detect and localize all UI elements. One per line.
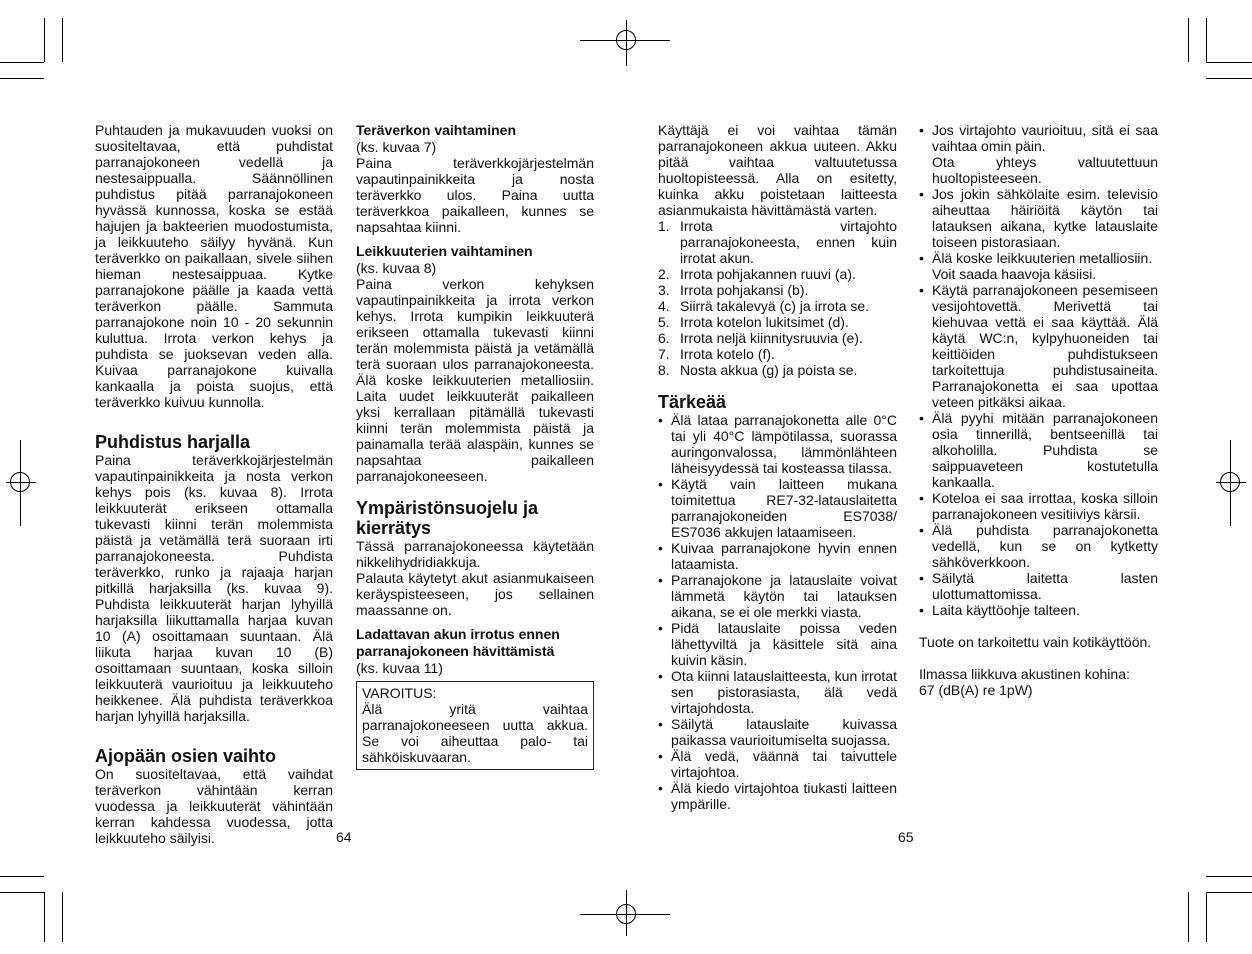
list-item: 5. Irrota kotelon lukitsimet (d). xyxy=(658,314,849,330)
list-item: • Älä koske leikkuuterien metalliosiin. Voit saada haavoja käsiisi. xyxy=(919,250,1158,282)
list-item: • Älä kiedo virtajohtoa tiukasti laitteen ympärille. xyxy=(658,780,897,812)
list-item: • Säilytä laitetta lasten ulottumattomissa. xyxy=(919,570,1158,602)
foil-replacement-heading: Teräverkon vaihtaminen xyxy=(356,122,517,138)
column-3 xyxy=(658,122,897,812)
warning-text: Älä yritä vaihtaa parranajokoneeseen uutta akkua. Se voi aiheuttaa palo- tai sähköiskuvaaran. xyxy=(362,701,588,765)
column-4 xyxy=(919,122,1158,698)
blades-figure-ref: (ks. kuvaa 8) xyxy=(356,260,437,276)
list-item: • Jos virtajohto vaurioituu, sitä ei saa vaihtaa omin päin. Ota yhteys valtuutettuun huoltopisteeseen. xyxy=(919,122,1158,186)
list-item: • Pidä latauslaite poissa veden lähettyviltä ja käsittele sitä aina kuivin käsin. xyxy=(658,620,897,668)
column-1 xyxy=(95,122,333,846)
environment-text-1: Tässä parranajokoneessa käytetään nikkelihydridiakkuja. xyxy=(356,538,594,570)
brush-cleaning-text: Paina teräverkkojärjestelmän vapautinpainikkeita ja nosta verkon kehys pois (ks. kuvaa 8). Irrota leikkuuterät erikseen ottamalla tukevasti kiinni terän molemmista päistä ja vetämällä terä suoraan irti parranajokoneesta. Puhdista teräverkko, runko ja rajaaja harjan pitkillä harjaksilla (ks. kuvaa 9). Puhdista leikkuuterät harjan lyhyillä harjaksilla liikuttamalla harjaa kuvan 10 (A) osoittamaan suuntaan. Älä liikuta harjaa kuvan 10 (B) osoittamaan suuntaan, koska silloin leikkuuterä vaurioituu ja leikkuuteho heikkenee. Älä puhdista teräverkkoa harjan lyhyillä harjaksilla. xyxy=(95,452,333,724)
list-item: 1. Irrota virtajohto parranajokoneesta, ennen kuin irrotat akun. xyxy=(658,218,897,266)
removal-steps xyxy=(658,218,897,378)
foil-figure-ref: (ks. kuvaa 7) xyxy=(356,139,437,155)
list-item: • Käytä parranajokoneen pesemiseen vesijohtovettä. Merivettä tai kiehuvaa vettä ei saa käyttää. Älä käytä WC:n, kylpyhuoneiden tai keittiöiden puhdistukseen tarkoitettuja puhdistusaineita. Parranajokonetta ei saa upottaa veteen pitkäksi aikaa. xyxy=(919,282,1158,410)
page-number-right: 65 xyxy=(898,829,914,845)
parts-replacement-text: On suositeltavaa, että vaihdat teräverkon vähintään kerran vuodessa ja leikkuuterät vähintään kerran kahdessa vuodessa, jotta leikkuuteho säilyisi. xyxy=(95,766,333,846)
noise-label: Ilmassa liikkuva akustinen kohina: xyxy=(919,666,1130,682)
list-item: • Parranajokone ja latauslaite voivat lämmetä käytön tai latauksen aikana, se ei ole merkki viasta. xyxy=(658,572,897,620)
parts-replacement-heading: Ajopään osien vaihto xyxy=(95,746,277,766)
warning-title: VAROITUS: xyxy=(362,685,437,701)
important-heading: Tärkeää xyxy=(658,392,727,412)
environment-text-2: Palauta käytetyt akut asianmukaiseen keräyspisteeseen, jos sellainen maassanne on. xyxy=(356,570,594,618)
list-item: • Älä vedä, väännä tai taivuttele virtajohtoa. xyxy=(658,748,897,780)
list-item: 6. Irrota neljä kiinnitysruuvia (e). xyxy=(658,330,863,346)
list-item: • Kuivaa parranajokone hyvin ennen lataamista. xyxy=(658,540,897,572)
brush-cleaning-heading: Puhdistus harjalla xyxy=(95,432,251,452)
blades-replacement-heading: Leikkuuterien vaihtaminen xyxy=(356,243,533,259)
battery-removal-heading: Ladattavan akun irrotus ennen parranajokoneen hävittämistä xyxy=(356,626,560,659)
list-item: • Älä lataa parranajokonetta alle 0°C tai yli 40°C lämpötilassa, suorassa auringonvalossa, lämmönlähteen läheisyydessä tai kosteassa tilassa. xyxy=(658,412,897,476)
foil-replacement-text: Paina teräverkkojärjestelmän vapautinpainikkeita ja nosta teräverkko ulos. Paina uutta teräverkkoa paikalleen, kunnes se napsahtaa kiinni. xyxy=(356,155,594,235)
list-item: 7. Irrota kotelo (f). xyxy=(658,346,775,362)
list-item: • Säilytä latauslaite kuivassa paikassa vaurioitumiselta suojassa. xyxy=(658,716,897,748)
list-item: • Laita käyttöohje talteen. xyxy=(919,602,1158,618)
list-item: 3. Irrota pohjakansi (b). xyxy=(658,282,809,298)
list-item: 8. Nosta akkua (g) ja poista se. xyxy=(658,362,858,378)
cleaning-intro: Puhtauden ja mukavuuden vuoksi on suositeltavaa, että puhdistat parranajokoneen vedellä ja nestesaippualla. Säännöllinen puhdistus pitää parranajokoneen hyvässä kunnossa, koska se estää hajujen ja bakteerien muodostumista, ja leikkuuteho säilyy hyvänä. Kun teräverkko on paikallaan, sivele siihen hieman nestesaippuaa. Kytke parranajokone päälle ja kaada vettä teräverkon päälle. Sammuta parranajokone noin 10 - 20 sekunnin kuluttua. Irrota verkon kehys ja puhdista se juoksevan veden alla. Kuivaa parranajokone kuivalla kankaalla ja poista suojus, että teräverkko kuivuu kunnolla. xyxy=(95,122,333,410)
list-item: 4. Siirrä takalevyä (c) ja irrota se. xyxy=(658,298,870,314)
important-list xyxy=(658,412,897,812)
list-item: • Älä pyyhi mitään parranajokoneen osia tinnerillä, bentseenillä tai alkoholilla. Puhdista se saippuaveteen kostutetulla kankaalla. xyxy=(919,410,1158,490)
battery-intro: Käyttäjä ei voi vaihtaa tämän parranajokoneen akkua uuteen. Akku pitää vaihtaa valtuutetussa huoltopisteessä. Alla on esitetty, kuinka akku poistetaan laitteesta asianmukaista hävittämästä varten. xyxy=(658,122,897,218)
safety-list xyxy=(919,122,1158,618)
list-item: • Koteloa ei saa irrottaa, koska silloin parranajokoneen vesitiiviys kärsii. xyxy=(919,490,1158,522)
blades-replacement-text: Paina verkon kehyksen vapautinpainikkeita ja irrota verkon kehys. Irrota kumpikin leikkuuterä erikseen ottamalla tukevasti kiinni terän molemmista päistä ja vetämällä terä suoraan ulos parranajokoneesta. Älä koske leikkuuterien metalliosiin. Laita uudet leikkuuterät paikalleen yksi kerrallaan pitämällä tukevasti kiinni terän molemmista päistä ja painamalla terää alaspäin, kunnes se napsahtaa paikalleen parranajokoneeseen. xyxy=(356,276,594,484)
list-item: • Käytä vain laitteen mukana toimitettua RE7-32-latauslaitetta parranajokoneiden ES7038/ ES7036 akkujen lataamiseen. xyxy=(658,476,897,540)
list-item: • Älä puhdista parranajokonetta vedellä, kun se on kytketty sähköverkkoon. xyxy=(919,522,1158,570)
list-item: • Ota kiinni latauslaitteesta, kun irrotat sen pistorasiasta, älä vedä virtajohdosta. xyxy=(658,668,897,716)
battery-figure-ref: (ks. kuvaa 11) xyxy=(356,660,443,676)
warning-box xyxy=(356,681,594,770)
list-item: • Jos jokin sähkölaite esim. televisio aiheuttaa häiriöitä käytön tai latauksen aikana, kytke latauslaite toiseen pistorasiaan. xyxy=(919,186,1158,250)
environment-heading: Ympäristönsuojelu ja kierrätys xyxy=(356,498,539,538)
page-number-left: 64 xyxy=(336,829,352,845)
noise-value: 67 (dB(A) re 1pW) xyxy=(919,682,1033,698)
home-use-note: Tuote on tarkoitettu vain kotikäyttöön. xyxy=(919,634,1152,650)
list-item: 2. Irrota pohjakannen ruuvi (a). xyxy=(658,266,856,282)
column-2 xyxy=(356,122,594,770)
